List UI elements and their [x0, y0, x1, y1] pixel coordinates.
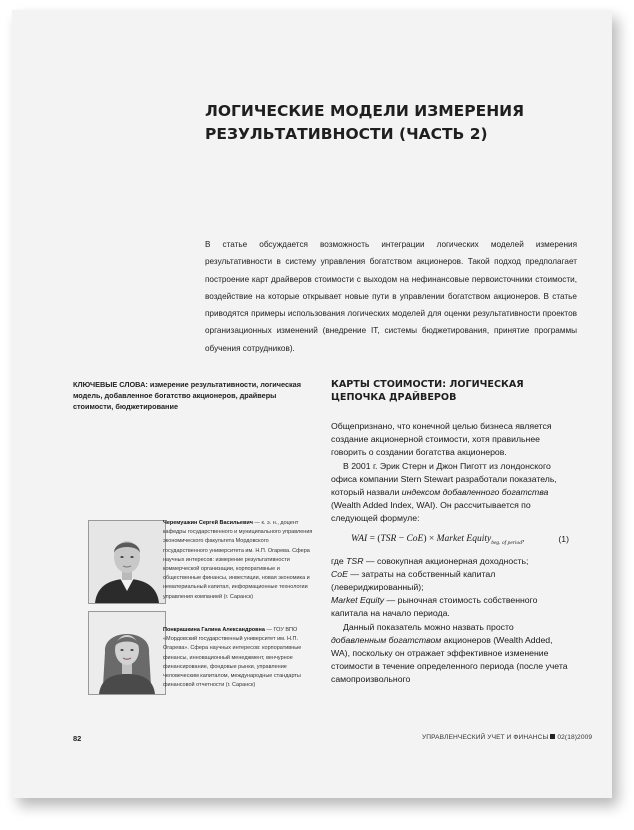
article-title	[205, 100, 535, 146]
definition-text: — рыночная стоимость собственного капитала на начало периода.	[331, 595, 538, 619]
formula-equals: =	[367, 533, 378, 544]
author-bio-cheremushkin	[163, 519, 315, 602]
formula-open-paren: (	[377, 533, 381, 544]
author-photo-cheremushkin	[88, 520, 166, 604]
author-bio-text: — к. э. н., доцент кафедры государственного и муниципального управления экономического факультета Мордовского государственного университета им. Н.П. Огарева. Сфера научных интересов: измерение результативности коммерческой организации, корпоративные и общественные финансы, инвестиции, новая экономика и нематериальный капитал, информационные технологии управления компанией (г. Саранск)	[163, 520, 313, 600]
article-abstract: В статье обсуждается возможность интеграции логических моделей измерения результативности в систему управления богатством акционеров. Такой подход предполагает построение карт драйверов стоимости с выходом на нефинансовые первоисточники стоимости, воздействие на которые открывает новые пути в управлении богатством акционеров. В статье приводятся примеры использования логических моделей для оценки результативности проектов организационных изменений (внедрение IT, системы бюджетирования, принятие программы обучения сотрудников).	[205, 240, 577, 353]
paragraph-2-italic: индексом добавленного богатства	[401, 487, 549, 498]
definition-coe	[331, 568, 569, 594]
author-name: Черемушкин Сергей Васильевич	[163, 520, 253, 526]
paragraph-1: Общепризнано, что конечной целью бизнеса является создание акционерной стоимости, хотя правильнее говорить о создании богатства акционеров.	[331, 421, 552, 458]
keywords-label: КЛЮЧЕВЫЕ СЛОВА:	[73, 380, 148, 389]
journal-issue: 02(18)2009	[557, 734, 593, 741]
formula-subscript: beg. of period	[491, 539, 522, 546]
section-heading-line-2: ЦЕПОЧКА ДРАЙВЕРОВ	[331, 391, 457, 403]
definition-market-equity	[331, 594, 569, 620]
definition-term: Market Equity	[331, 595, 385, 606]
definition-text: — затраты на собственный капитал (левериджированный);	[331, 568, 496, 593]
formula-wai	[331, 531, 569, 551]
paragraph-3-italic: добавленным богатством	[331, 634, 442, 645]
author-photo-ponkrashkina	[88, 611, 166, 695]
page-number: 82	[73, 734, 82, 743]
formula-comma: ,	[521, 533, 525, 544]
paragraph-3-text-end: акционеров (Wealth Added, WA), поскольку он отражает эффективное изменение стоимости в течение определенного периода (после учета самопроизвольного	[331, 634, 568, 685]
body-column	[331, 420, 569, 687]
definition-term: CoE	[331, 568, 348, 579]
definition-term: TSR	[346, 555, 364, 566]
paragraph-2-text-end: (Wealth Added Index, WAI). Он рассчитывается по следующей формуле:	[331, 500, 531, 524]
formula-number: (1)	[558, 533, 569, 544]
definition-prefix: где	[331, 555, 347, 566]
square-bullet-icon	[550, 734, 555, 739]
formula-minus: −	[396, 533, 407, 544]
formula-expression	[351, 533, 524, 550]
author-name: Понкрашкина Галина Александровна	[163, 627, 265, 633]
formula-times: ×	[426, 533, 437, 544]
formula-close-paren: )	[423, 533, 427, 544]
keywords-block	[73, 379, 313, 412]
female-portrait-icon	[89, 612, 165, 694]
male-portrait-icon	[89, 521, 165, 603]
keywords-text: измерение результативности, логическая модель, добавленное богатство акционеров, драйверы стоимости, бюджетирование	[73, 380, 301, 411]
paragraph-3-text: Данный показатель можно назвать просто	[343, 621, 514, 632]
author-bio-ponkrashkina	[163, 626, 315, 690]
paragraph-2	[331, 460, 569, 526]
author-bio-text: — ГОУ ВПО «Мордовский государственный университет им. Н.П. Огарева». Сфера научных интересов: корпоративные финансы, инновационный менеджмент, венчурное финансирование, фондовые рынки, управление человеческим капиталом, международные стандарты финансовой отчетности (г. Саранск)	[163, 627, 302, 689]
formula-market-equity: Market Equity	[436, 533, 492, 544]
journal-name: УПРАВЛЕНЧЕСКИЙ УЧЕТ И ФИНАНСЫ	[422, 734, 549, 741]
definition-tsr	[331, 555, 569, 568]
paragraph-3	[331, 621, 569, 687]
definition-text: — совокупная акционерная доходность;	[363, 555, 529, 566]
section-heading	[331, 379, 571, 404]
title-line-2: РЕЗУЛЬТАТИВНОСТИ (ЧАСТЬ 2)	[205, 125, 488, 143]
formula-lhs: WAI	[351, 533, 368, 544]
journal-footer	[422, 734, 592, 741]
formula-coe: CoE	[406, 533, 424, 544]
paragraph-2-text: В 2001 г. Эрик Стерн и Джон Пиготт из лондонского офиса компании Stern Stewart разработали показатель, который назвали	[331, 460, 557, 498]
section-heading-line-1: КАРТЫ СТОИМОСТИ: ЛОГИЧЕСКАЯ	[331, 379, 524, 390]
title-line-1: ЛОГИЧЕСКИЕ МОДЕЛИ ИЗМЕРЕНИЯ	[205, 102, 525, 120]
formula-tsr: TSR	[380, 533, 397, 544]
